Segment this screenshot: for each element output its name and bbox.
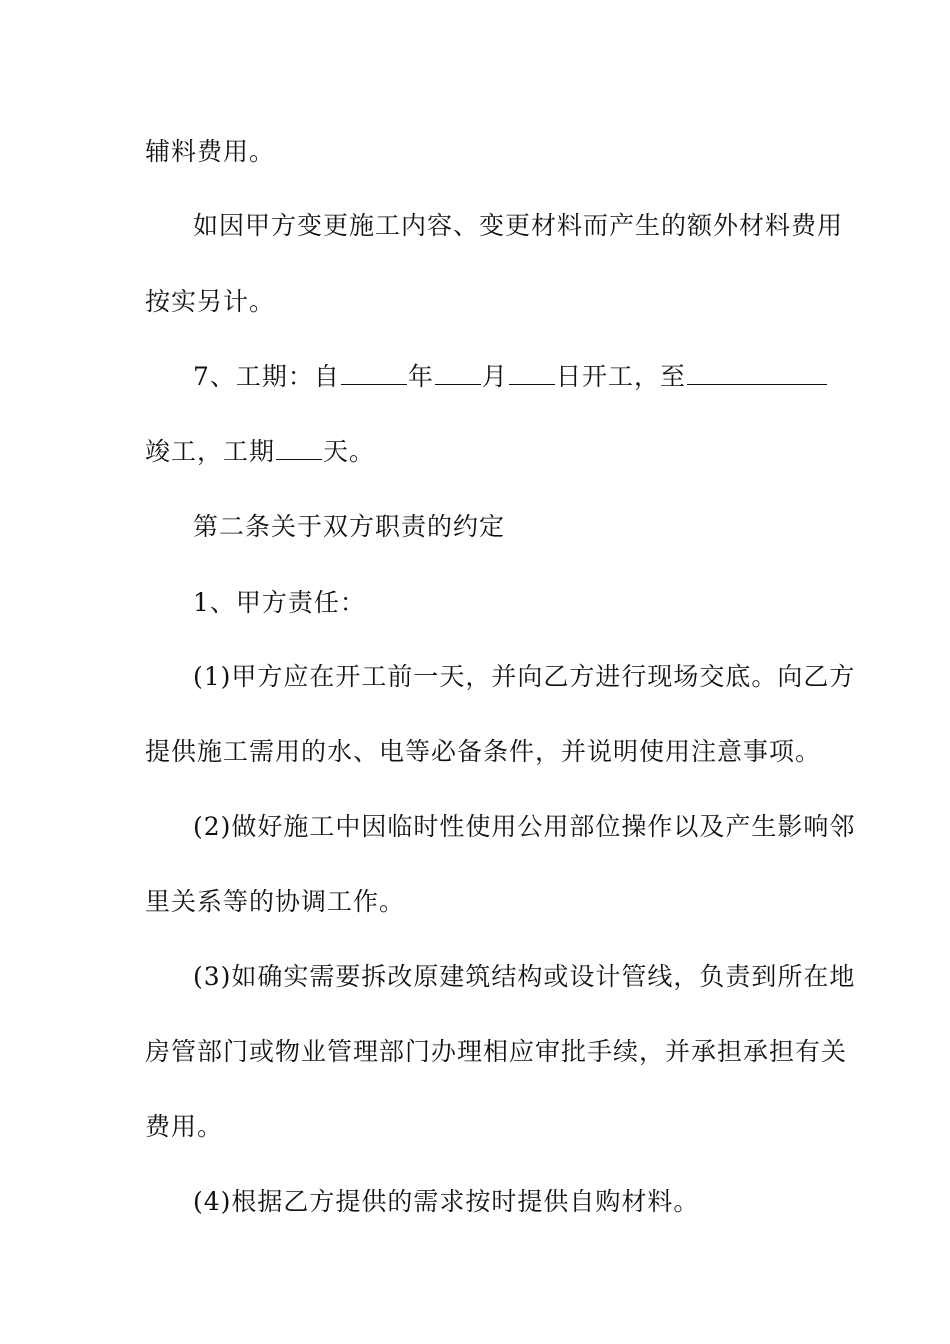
text-segment: 7、工期：自 xyxy=(193,362,340,391)
text-line: (1)甲方应在开工前一天，并向乙方进行现场交底。向乙方 xyxy=(193,662,856,691)
text-segment: 日开工，至 xyxy=(555,362,686,391)
year-blank xyxy=(341,362,407,385)
text-line: 提供施工需用的水、电等必备条件，并说明使用注意事项。 xyxy=(145,737,822,766)
text-line: (4)根据乙方提供的需求按时提供自购材料。 xyxy=(193,1187,700,1216)
text-line: 按实另计。 xyxy=(145,287,276,316)
text-line: (2)做好施工中因临时性使用公用部位操作以及产生影响邻 xyxy=(193,812,856,841)
section-heading: 第二条关于双方职责的约定 xyxy=(193,512,506,541)
text-line: (3)如确实需要拆改原建筑结构或设计管线，负责到所在地 xyxy=(193,962,856,991)
text-segment: 竣工，工期 xyxy=(145,437,276,466)
construction-period-line xyxy=(193,362,828,392)
text-segment: 天。 xyxy=(323,437,376,466)
end-date-blank xyxy=(687,362,827,385)
text-segment: 年 xyxy=(407,362,434,391)
days-blank xyxy=(276,437,322,460)
text-line: 如因甲方变更施工内容、变更材料而产生的额外材料费用 xyxy=(193,211,844,240)
text-line: 费用。 xyxy=(145,1112,224,1141)
text-line: 辅料费用。 xyxy=(145,137,276,166)
text-line: 房管部门或物业管理部门办理相应审批手续，并承担承担有关 xyxy=(145,1037,848,1066)
day-blank xyxy=(509,362,555,385)
month-blank xyxy=(435,362,481,385)
completion-line xyxy=(145,437,375,467)
clause-heading: 1、甲方责任： xyxy=(193,588,366,617)
text-line: 里关系等的协调工作。 xyxy=(145,887,406,916)
text-segment: 月 xyxy=(481,362,508,391)
